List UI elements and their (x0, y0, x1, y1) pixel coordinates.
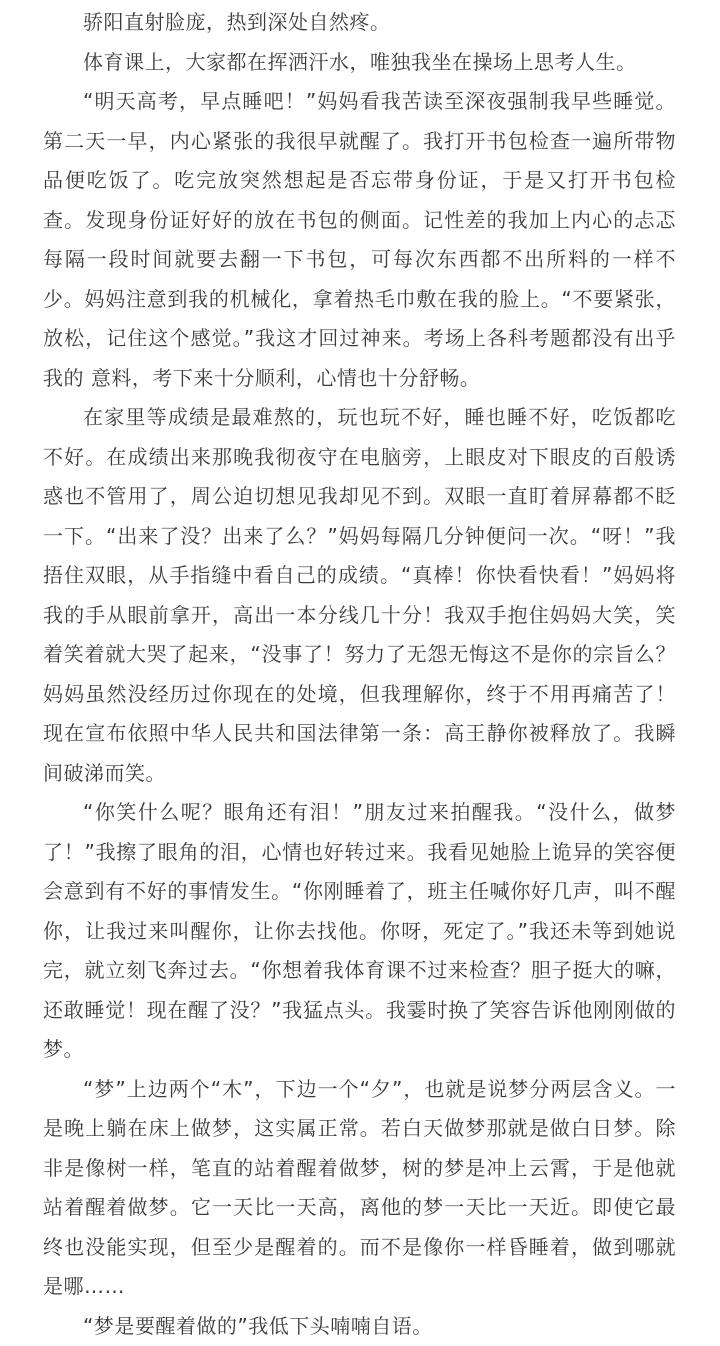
paragraph: 在家里等成绩是最难熬的，玩也玩不好，睡也睡不好，吃饭都吃不好。在成绩出来那晚我彻夜守在电脑旁，上眼皮对下眼皮的百般诱惑也不管用了，周公迫切想见我却见不到。双眼一直盯着屏幕都不眨一下。“出来了没？出来了么？”妈妈每隔几分钟便问一次。“呀！”我捂住双眼，从手指缝中看自己的成绩。“真棒！你快看快看！”妈妈将我的手从眼前拿开，高出一本分线几十分！我双手抱住妈妈大笑，笑着笑着就大哭了起来，“没事了！努力了无怨无悔这不是你的宗旨么？妈妈虽然没经历过你现在的处境，但我理解你，终于不用再痛苦了！现在宣布依照中华人民共和国法律第一条：高王静你被释放了。我瞬间破涕而笑。 (43, 398, 676, 793)
paragraph: “明天高考，早点睡吧！”妈妈看我苦读至深夜强制我早些睡觉。第二天一早，内心紧张的我很早就醒了。我打开书包检查一遍所带物品便吃饭了。吃完放突然想起是否忘带身份证，于是又打开书包检查。发现身份证好好的放在书包的侧面。记性差的我加上内心的忐忑每隔一段时间就要去翻一下书包，可每次东西都不出所料的一样不少。妈妈注意到我的机械化，拿着热毛巾敷在我的脸上。“不要紧张，放松，记住这个感觉。”我这才回过神来。考场上各科考题都没有出乎我的 意料，考下来十分顺利，心情也十分舒畅。 (43, 82, 676, 398)
paragraph: “你笑什么呢？眼角还有泪！”朋友过来拍醒我。“没什么，做梦了！”我擦了眼角的泪，心情也好转过来。我看见她脸上诡异的笑容便会意到有不好的事情发生。“你刚睡着了，班主任喊你好几声，叫不醒你，让我过来叫醒你，让你去找他。你呀，死定了。”我还未等到她说完，就立刻飞奔过去。“你想着我体育课不过来检查？胆子挺大的嘛，还敢睡觉！现在醒了没？”我猛点头。我霎时换了笑容告诉他刚刚做的梦。 (43, 793, 676, 1070)
paragraph-list (43, 3, 676, 1346)
paragraph: “梦是要醒着做的”我低下头喃喃自语。 (43, 1307, 676, 1346)
paragraph: “梦”上边两个“木”，下边一个“夕”，也就是说梦分两层含义。一是晚上躺在床上做梦，这实属正常。若白天做梦那就是做白日梦。除非是像树一样，笔直的站着醒着做梦，树的梦是冲上云霄，于是他就站着醒着做梦。它一天比一天高，离他的梦一天比一天近。即使它最终也没能实现，但至少是醒着的。而不是像你一样昏睡着，做到哪就是哪…… (43, 1070, 676, 1307)
paragraph: 体育课上，大家都在挥洒汗水，唯独我坐在操场上思考人生。 (43, 43, 676, 83)
paragraph: 骄阳直射脸庞，热到深处自然疼。 (43, 3, 676, 43)
